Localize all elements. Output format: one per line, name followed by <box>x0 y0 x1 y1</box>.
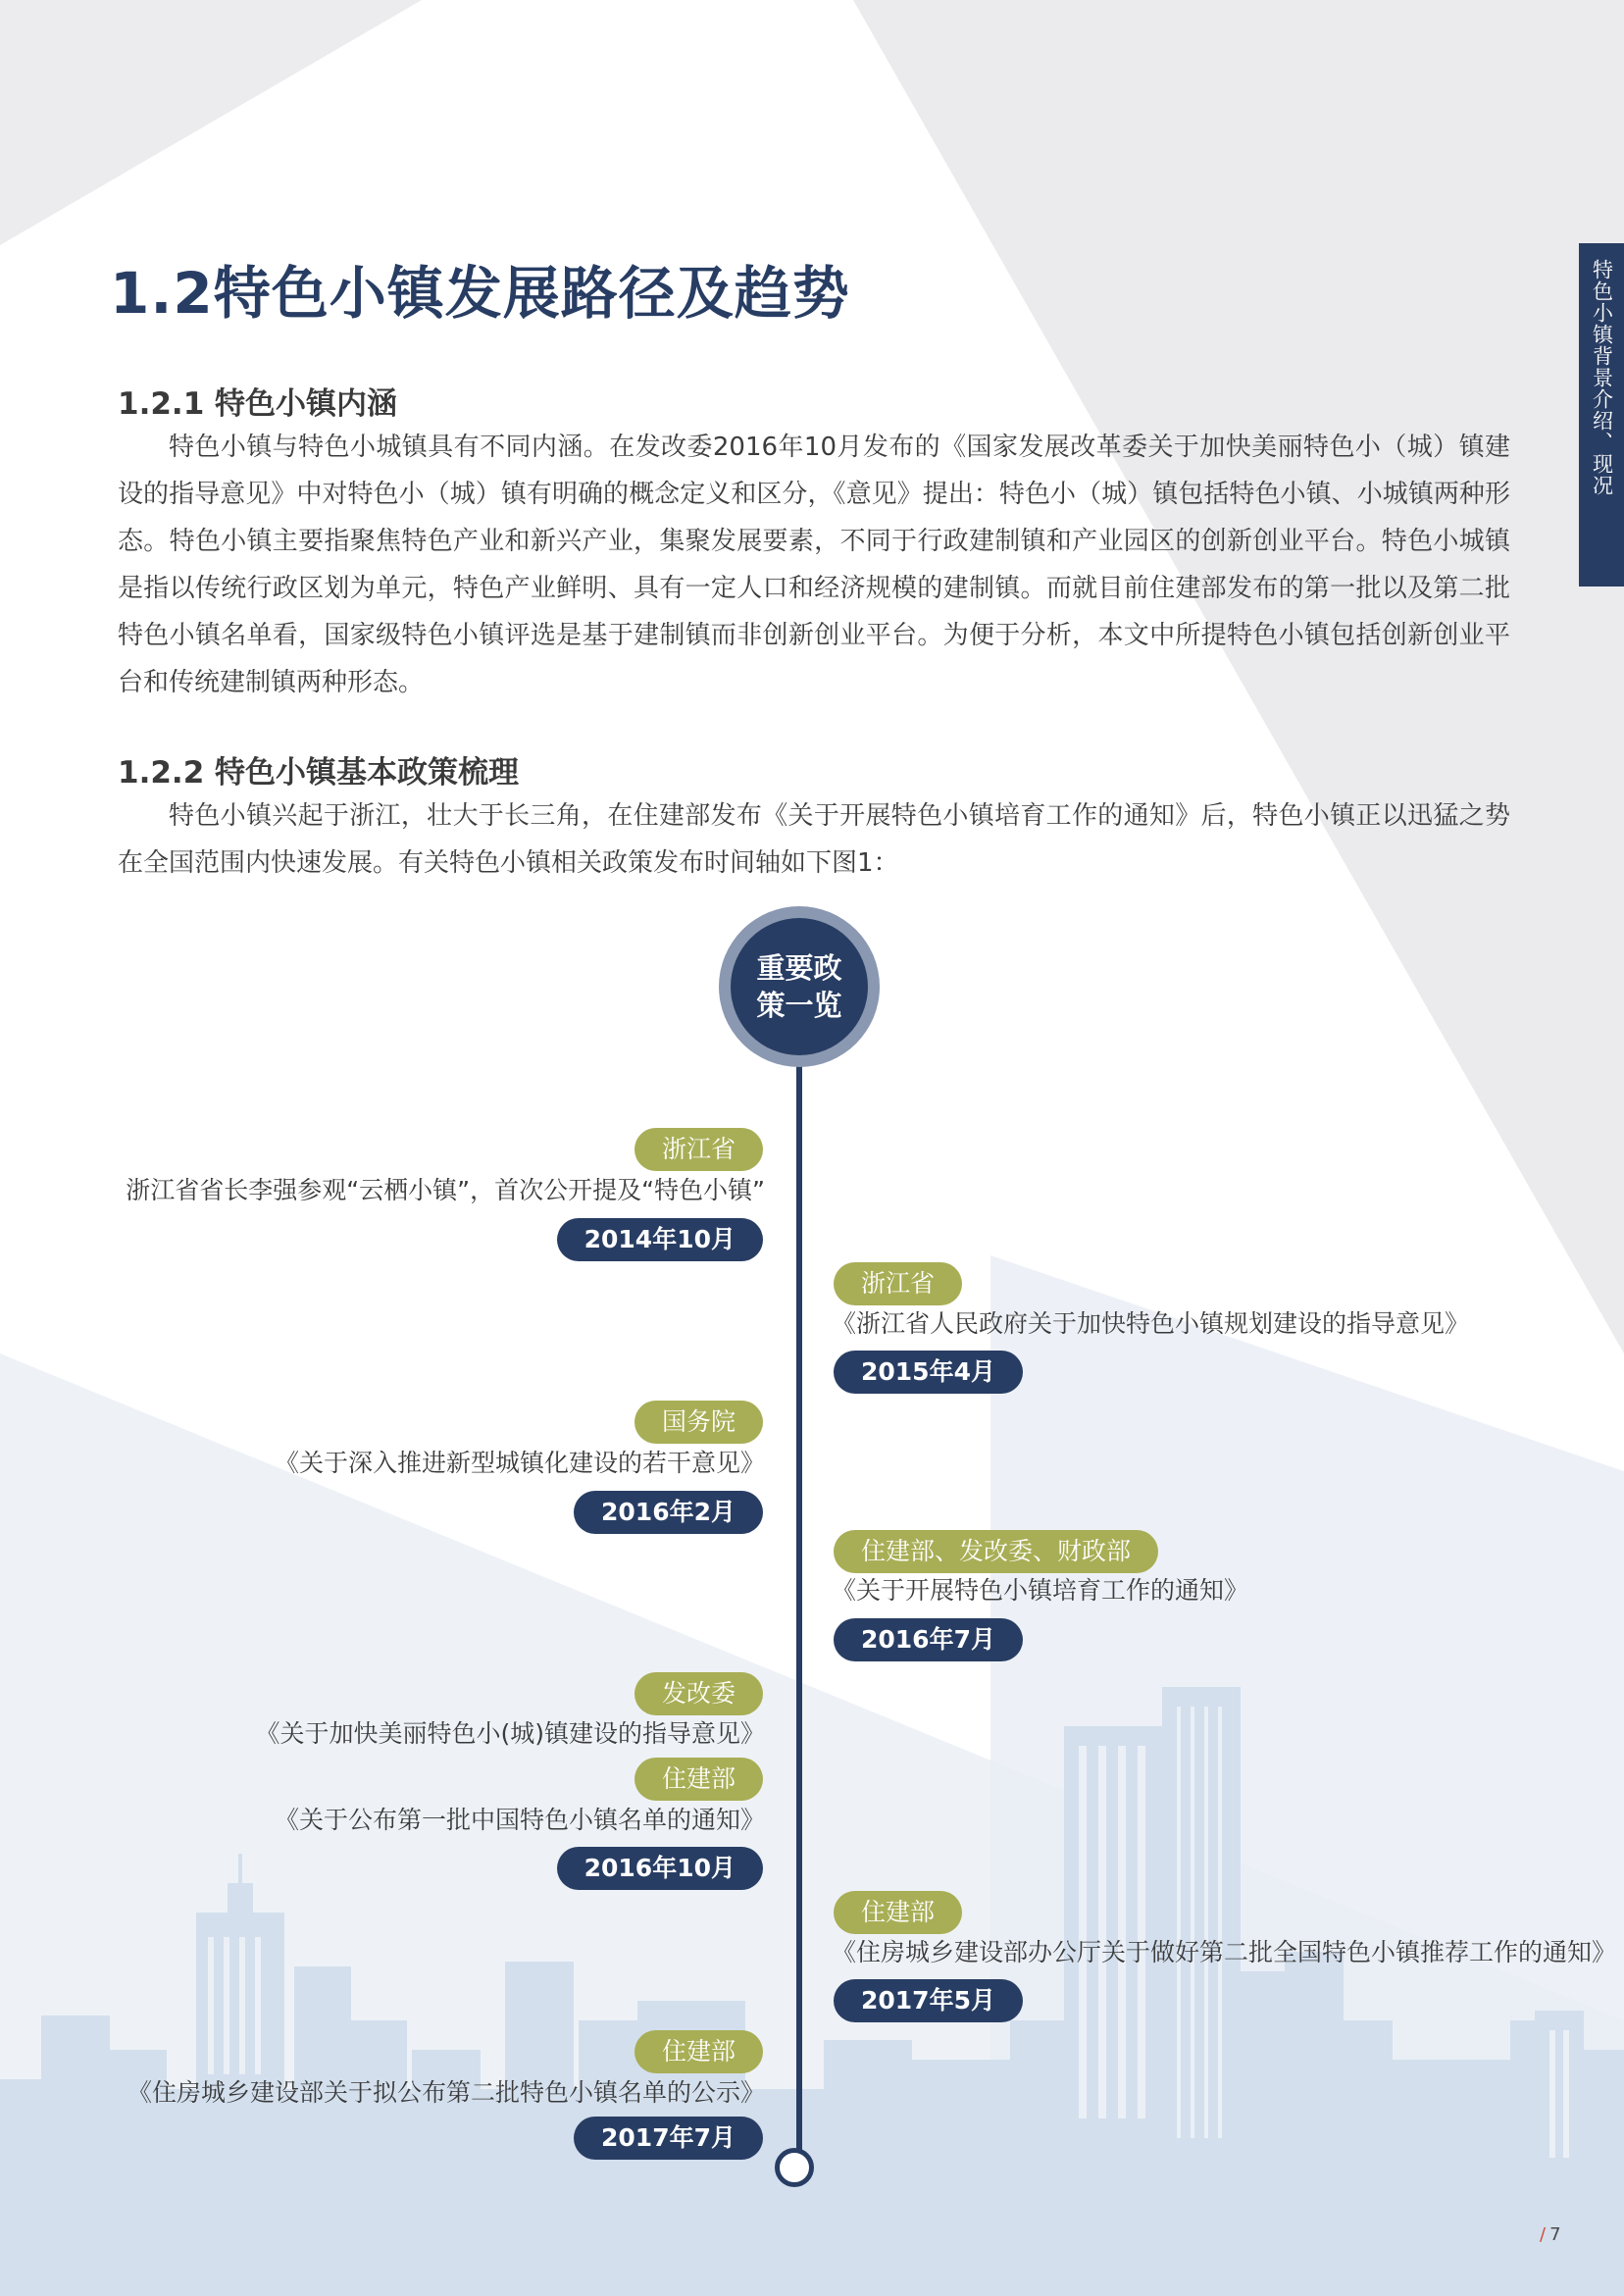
timeline-org-badge: 住建部 <box>634 2030 763 2073</box>
page-number-value: 7 <box>1549 2224 1561 2245</box>
timeline-org-badge: 国务院 <box>634 1401 763 1444</box>
timeline-org-badge: 住建部 <box>634 1758 763 1801</box>
timeline-org-badge: 浙江省 <box>834 1262 962 1305</box>
timeline-event-text: 《关于加快美丽特色小(城)镇建设的指导意见》 <box>255 1719 765 1748</box>
timeline-event-text: 《浙江省人民政府关于加快特色小镇规划建设的指导意见》 <box>832 1309 1470 1338</box>
section-paragraph-1-2-2: 特色小镇兴起于浙江，壮大于长三角，在住建部发布《关于开展特色小镇培育工作的通知》后，特色小镇正以迅猛之势在全国范围内快速发展。有关特色小镇相关政策发布时间轴如下图1： <box>118 801 1510 878</box>
section-heading-1-2-2: 1.2.2 特色小镇基本政策梳理 <box>118 755 520 791</box>
timeline-date-badge: 2015年4月 <box>834 1351 1023 1394</box>
timeline-date-badge: 2017年5月 <box>834 1979 1023 2022</box>
timeline-event-text: 《关于深入推进新型城镇化建设的若干意见》 <box>274 1449 765 1477</box>
hub-label-line1: 重要政 <box>756 951 842 985</box>
timeline-date-badge: 2016年7月 <box>834 1618 1023 1661</box>
timeline-end-marker <box>775 2148 814 2187</box>
side-tab-label: 特色小镇背景介绍、现况 <box>1590 259 1614 496</box>
hub-label-line2: 策一览 <box>756 989 842 1022</box>
timeline-event-text: 《关于公布第一批中国特色小镇名单的通知》 <box>274 1806 765 1834</box>
timeline-date-badge: 2014年10月 <box>557 1218 763 1261</box>
timeline-org-badge: 浙江省 <box>634 1128 763 1171</box>
section-heading-1-2-1: 1.2.1 特色小镇内涵 <box>118 386 398 422</box>
page-number-slash: / <box>1540 2224 1547 2245</box>
timeline-org-badge: 住建部 <box>834 1891 962 1934</box>
timeline-hub-circle <box>719 906 880 1067</box>
timeline-org-badge: 发改委 <box>634 1672 763 1715</box>
timeline-date-badge: 2016年2月 <box>574 1491 763 1534</box>
timeline-org-badge: 住建部、发改委、财政部 <box>834 1530 1158 1573</box>
timeline-axis <box>796 1065 802 2152</box>
section-side-tab <box>1579 243 1624 587</box>
timeline-event-text: 《住房城乡建设部办公厅关于做好第二批全国特色小镇推荐工作的通知》 <box>832 1938 1617 1966</box>
timeline-event-text: 《住房城乡建设部关于拟公布第二批特色小镇名单的公示》 <box>127 2078 765 2107</box>
page-title: 1.2特色小镇发展路径及趋势 <box>110 260 850 327</box>
timeline-date-badge: 2016年10月 <box>557 1847 763 1890</box>
page-number <box>1540 2224 1561 2245</box>
timeline-event-text: 《关于开展特色小镇培育工作的通知》 <box>832 1576 1249 1605</box>
section-paragraph-1-2-1: 特色小镇与特色小城镇具有不同内涵。在发改委2016年10月发布的《国家发展改革委关于加快美丽特色小（城）镇建设的指导意见》中对特色小（城）镇有明确的概念定义和区分，《意见》提出：特色小（城）镇包括特色小镇、小城镇两种形态。特色小镇主要指聚焦特色产业和新兴产业，集聚发展要素，不同于行政建制镇和产业园区的创新创业平台。特色小城镇是指以传统行政区划为单元，特色产业鲜明、具有一定人口和经济规模的建制镇。而就目前住建部发布的第一批以及第二批特色小镇名单看，国家级特色小镇评选是基于建制镇而非创新创业平台。为便于分析，本文中所提特色小镇包括创新创业平台和传统建制镇两种形态。 <box>118 433 1510 697</box>
timeline-event-text: 浙江省省长李强参观“云栖小镇”，首次公开提及“特色小镇” <box>126 1176 765 1204</box>
timeline-date-badge: 2017年7月 <box>574 2117 763 2160</box>
